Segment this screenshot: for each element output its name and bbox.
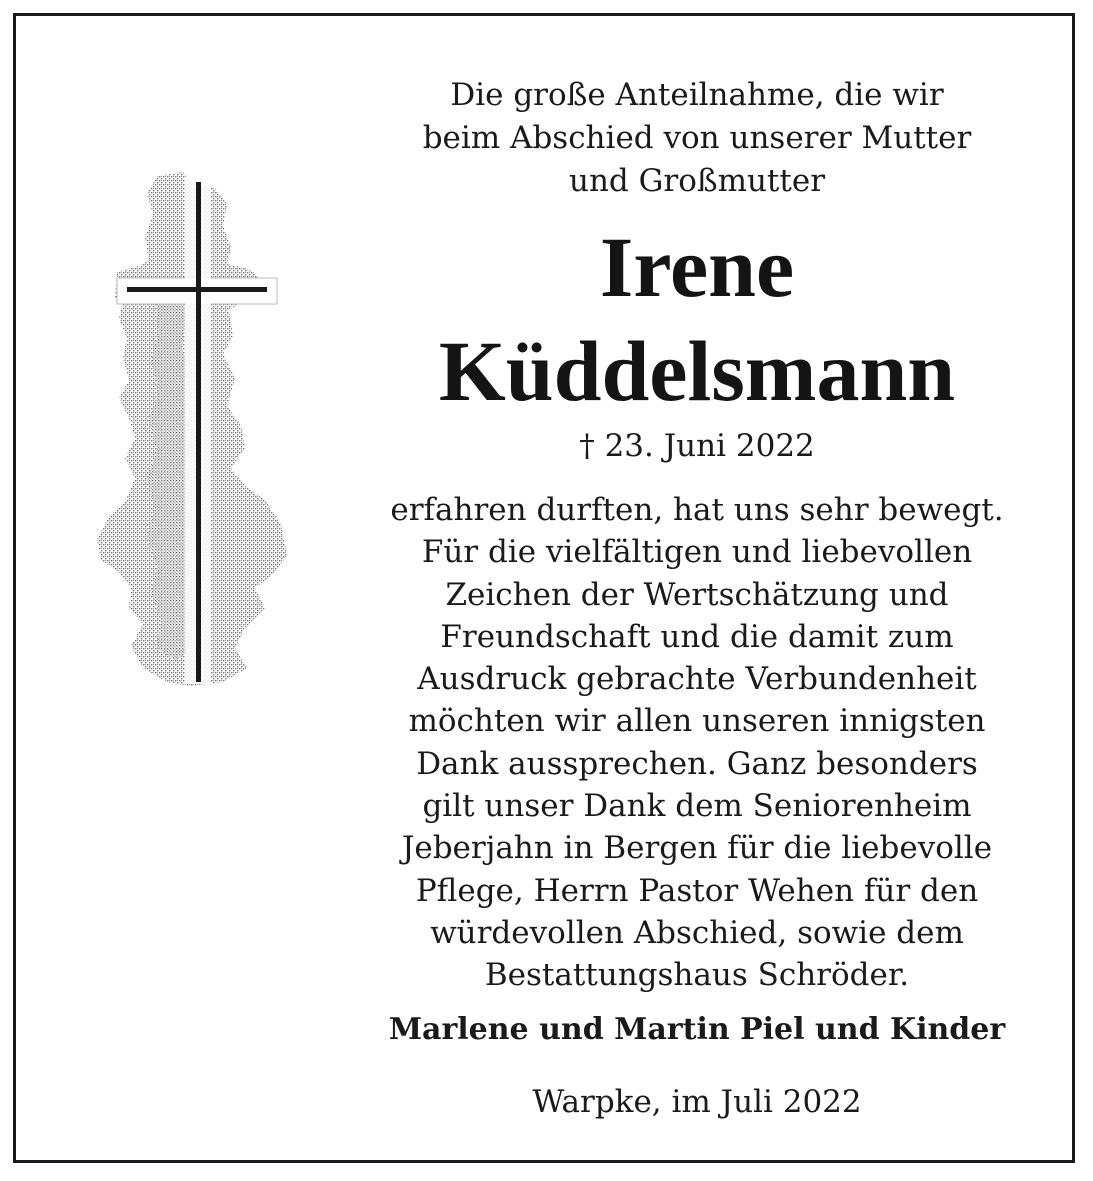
first-name: Irene xyxy=(599,219,795,315)
body-line: möchten wir allen unseren innigsten xyxy=(408,703,986,740)
body-line: erfahren durften, hat uns sehr bewegt. xyxy=(390,492,1004,528)
body-line: Bestattungshaus Schröder. xyxy=(484,957,910,994)
deceased-name xyxy=(372,215,1022,423)
body-line: Für die vielfältigen und liebevollen xyxy=(421,534,973,571)
death-date: † 23. Juni 2022 xyxy=(579,428,815,464)
intro-line: beim Abschied von unserer Mutter xyxy=(422,120,972,156)
body-line: Zeichen der Wertschätzung und xyxy=(445,576,949,613)
signature: Marlene und Martin Piel und Kinder xyxy=(388,1011,1006,1047)
notice-text xyxy=(372,74,1022,1123)
cross-vertical-bar xyxy=(196,182,201,682)
thanks-text xyxy=(372,489,1022,997)
body-line: Jeberjahn in Bergen für die liebevolle xyxy=(401,830,993,867)
intro-text xyxy=(372,74,1022,203)
last-name: Küddelsmann xyxy=(438,323,956,419)
body-line: Ausdruck gebrachte Verbundenheit xyxy=(417,661,977,698)
intro-line: und Großmutter xyxy=(568,163,826,199)
body-line: Freundschaft und die damit zum xyxy=(440,618,954,655)
place-date: Warpke, im Juli 2022 xyxy=(532,1083,862,1120)
body-line: gilt unser Dank dem Seniorenheim xyxy=(422,788,972,825)
cross-horizontal-bar xyxy=(127,287,267,292)
body-line: Dank aussprechen. Ganz besonders xyxy=(416,745,978,782)
cross-icon xyxy=(95,168,295,690)
intro-line: Die große Anteilnahme, die wir xyxy=(450,77,944,113)
body-line: würdevollen Abschied, sowie dem xyxy=(430,914,964,951)
body-line: Pflege, Herrn Pastor Wehen für den xyxy=(415,872,979,909)
